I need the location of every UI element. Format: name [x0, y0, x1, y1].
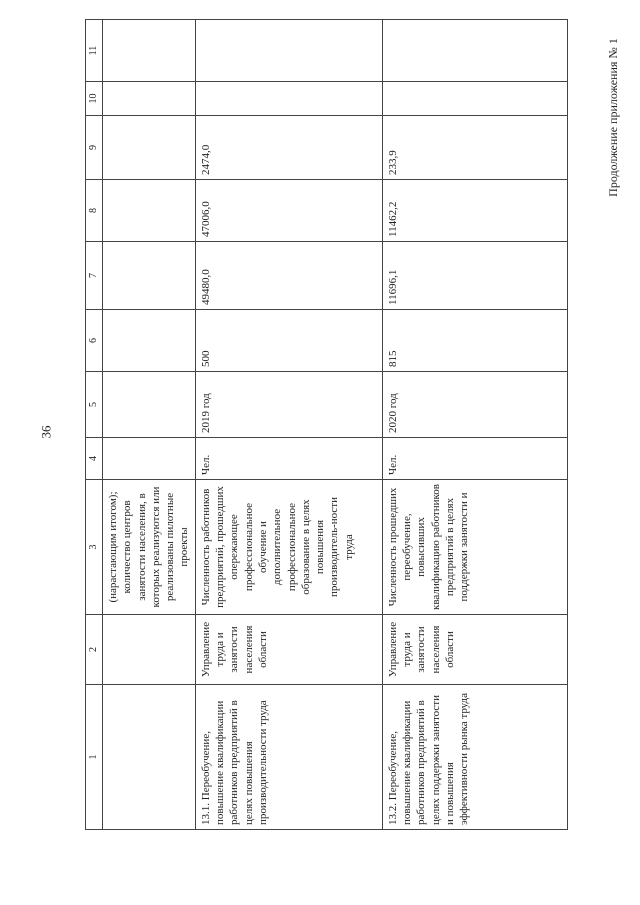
row-value-11: [195, 20, 382, 82]
table-row: [382, 20, 567, 830]
row-value-9: 233,9: [382, 116, 567, 180]
col-num-1: 1: [86, 685, 103, 830]
row-indicator: Численность работников предприятий, прошедших опережающее профессиональное обучение и дополнительное профессиональное образование в целях повышения производитель-ности труда: [195, 480, 382, 615]
column-number-row: [86, 20, 103, 830]
continued-indicator: (нарастающим итогом); количество центров занятости населения, в которых реализуются или реализованы пилотные проекты: [103, 480, 196, 615]
continued-row: [103, 20, 196, 830]
row-executor: Управление труда и занятости населения области: [382, 615, 567, 685]
row-value-10: [382, 82, 567, 116]
row-name: 13.1. Переобучение, повышение квалификации работников предприятий в целях повышения производительности труда: [195, 685, 382, 830]
row-value-7: 11696,1: [382, 242, 567, 310]
row-value-8: 11462,2: [382, 180, 567, 242]
page-number: 36: [38, 425, 54, 439]
row-unit: Чел.: [382, 438, 567, 480]
row-value-11: [382, 20, 567, 82]
col-num-2: 2: [86, 615, 103, 685]
col-num-10: 10: [86, 82, 103, 116]
row-value-6: 500: [195, 310, 382, 372]
row-value-6: 815: [382, 310, 567, 372]
col-num-8: 8: [86, 180, 103, 242]
col-num-3: 3: [86, 480, 103, 615]
col-num-11: 11: [86, 20, 103, 82]
row-executor: Управление труда и занятости населения области: [195, 615, 382, 685]
row-period: 2020 год: [382, 372, 567, 438]
col-num-5: 5: [86, 372, 103, 438]
col-num-6: 6: [86, 310, 103, 372]
data-table: [85, 20, 505, 830]
row-name: 13.2. Переобучение, повышение квалификации работников предприятий в целях поддержки занятости и повышения эффективности рынка труда: [382, 685, 567, 830]
col-num-9: 9: [86, 116, 103, 180]
row-period: 2019 год: [195, 372, 382, 438]
col-num-4: 4: [86, 438, 103, 480]
row-unit: Чел.: [195, 438, 382, 480]
row-value-8: 47006,0: [195, 180, 382, 242]
continuation-header: Продолжение приложения № 1: [605, 38, 620, 197]
table-row: [195, 20, 382, 830]
row-value-10: [195, 82, 382, 116]
col-num-7: 7: [86, 242, 103, 310]
row-indicator: Численность прошедших переобучение, повысивших квалификацию работников предприятий в целях поддержки занятости и: [382, 480, 567, 615]
row-value-9: 2474,0: [195, 116, 382, 180]
row-value-7: 49480,0: [195, 242, 382, 310]
